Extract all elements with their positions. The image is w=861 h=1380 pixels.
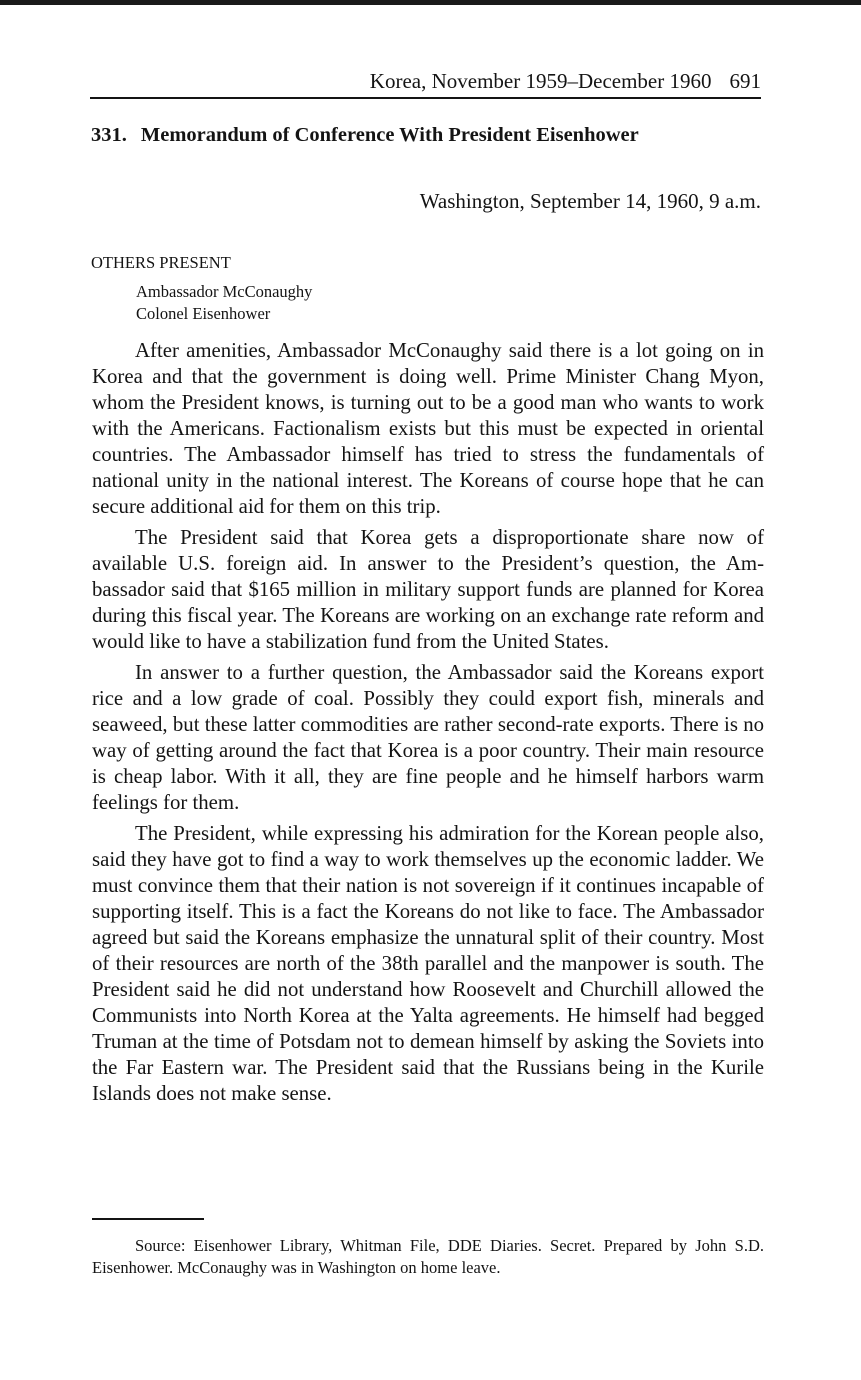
document-title: Memorandum of Conference With President Eisenhower (140, 124, 639, 146)
scan-edge (0, 0, 861, 5)
body-paragraph: The President, while expressing his admiration for the Korean people also, said they have got to find a way to work themselves up the economic ladder. We must convince them that their nation is not sovereign if it continues incapable of supporting itself. This is a fact the Koreans do not like to face. The Ambassador agreed but said the Koreans emphasize the unnatural split of their country. Most of their resources are north of the 38th parallel and the manpower is south. The President said he did not understand how Roosevelt and Churchill allowed the Communists into North Korea at the Yalta agreements. He himself had begged Truman at the time of Potsdam not to demean himself by asking the Soviets into the Far Eastern war. The President said that the Russians being in the Kurile Islands does not make sense. (92, 822, 764, 1105)
body-paragraph: In answer to a further question, the Ambassador said the Koreans export rice and a low grade of coal. Possibly they could export fish, minerals and seaweed, but these latter commodities are rather second-rate exports. There is no way of getting around the fact that Korea is a poor country. Their main resource is cheap labor. With it all, they are fine people and he himself harbors warm feelings for them. (92, 661, 764, 814)
others-present-name: Ambassador McConaughy (136, 282, 313, 301)
document-heading (91, 121, 761, 149)
document-number: 331. (91, 124, 127, 146)
header-rule (90, 97, 761, 99)
running-head-title: Korea, November 1959–December 1960 (369, 69, 712, 93)
memorandum-body (92, 338, 764, 1112)
body-paragraph: The President said that Korea gets a disproportionate share now of available U.S. foreign aid. In answer to the President’s question, the Ambassador said that $165 million in military support funds are planned for Korea during this fiscal year. The Koreans are working on an exchange rate reform and would like to have a stabilization fund from the United States. (92, 526, 764, 653)
body-paragraph: After amenities, Ambassador McConaughy said there is a lot going on in Korea and that the government is doing well. Prime Minister Chang Myon, whom the President knows, is turning out to be a good man who wants to work with the Americans. Factionalism exists but this must be expected in oriental countries. The Ambassador himself has tried to stress the fundamentals of national unity in the national interest. The Koreans of course hope that he can secure additional aid for them on this trip. (92, 339, 764, 518)
running-head (90, 66, 761, 96)
others-present-list (136, 281, 312, 325)
dateline: Washington, September 14, 1960, 9 a.m. (419, 189, 761, 213)
footnote-rule (92, 1218, 204, 1220)
others-present-label: OTHERS PRESENT (91, 253, 231, 272)
page-number: 691 (729, 69, 761, 93)
others-present-name: Colonel Eisenhower (136, 304, 271, 323)
source-footnote: Source: Eisenhower Library, Whitman File, DDE Diaries. Secret. Prepared by John S.D. Eisenhower. McConaughy was in Washington on home leave. (92, 1236, 764, 1277)
